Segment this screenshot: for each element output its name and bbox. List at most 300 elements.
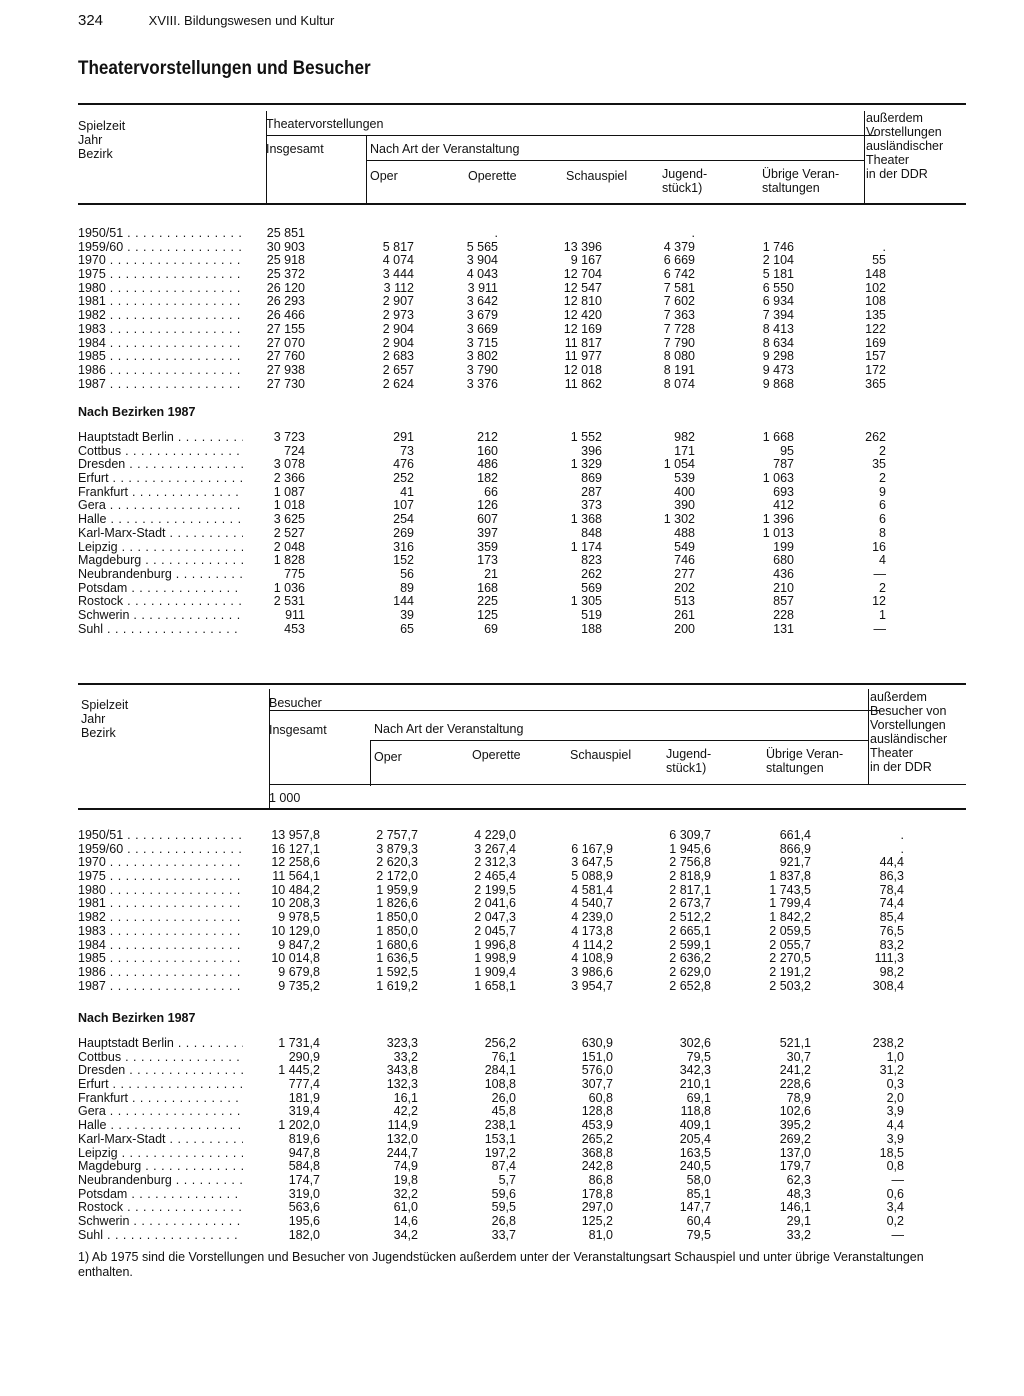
cell-youth: 1 054 <box>663 457 695 472</box>
cell-operetta: 3 790 <box>466 362 498 377</box>
cell-other: 102,6 <box>779 1104 811 1119</box>
cell-youth: 79,5 <box>686 1049 711 1064</box>
year-row <box>78 309 966 323</box>
district-row <box>78 1201 966 1215</box>
cell-foreign: 85,4 <box>879 910 904 925</box>
cell-foreign: 2 <box>879 580 886 595</box>
year-row <box>78 323 966 337</box>
cell-opera: 2 904 <box>382 335 414 350</box>
cell-play: 368,8 <box>581 1145 613 1160</box>
district-row <box>78 1215 966 1229</box>
cell-foreign: 76,5 <box>879 923 904 938</box>
cell-total: 563,6 <box>288 1200 320 1215</box>
cell-youth: 171 <box>674 443 695 458</box>
row-label: 1950/51 . . . <box>78 829 243 843</box>
cell-total: 27 155 <box>266 321 305 336</box>
cell-foreign: 0,2 <box>886 1213 904 1228</box>
cell-youth: 85,1 <box>686 1186 711 1201</box>
cell-youth: 8 074 <box>663 376 695 391</box>
col-play: Schauspiel <box>570 748 632 762</box>
cell-other: 269,2 <box>779 1131 811 1146</box>
cell-play: 307,7 <box>581 1077 613 1092</box>
cell-operetta: 5,7 <box>498 1172 516 1187</box>
cell-operetta: 168 <box>477 580 498 595</box>
row-label: 1982 . . . <box>78 911 243 925</box>
cell-youth: 8 191 <box>663 362 695 377</box>
cell-youth: 549 <box>674 539 695 554</box>
cell-play: 3 986,6 <box>571 964 613 979</box>
cell-operetta: 153,1 <box>484 1131 516 1146</box>
cell-operetta: 397 <box>477 525 498 540</box>
cell-opera: 2 907 <box>382 294 414 309</box>
cell-foreign: 98,2 <box>879 964 904 979</box>
cell-play: 188 <box>581 621 602 636</box>
cell-opera: 152 <box>393 553 414 568</box>
cell-operetta: 3 267,4 <box>474 841 516 856</box>
cell-total: 26 466 <box>266 308 305 323</box>
cell-play: 453,9 <box>581 1118 613 1133</box>
cell-play: 519 <box>581 607 602 622</box>
cell-youth: . <box>691 226 695 240</box>
total-header: Insgesamt <box>266 142 324 156</box>
cell-foreign: 262 <box>865 430 886 444</box>
cell-operetta: 3 669 <box>466 321 498 336</box>
district-row <box>78 486 966 500</box>
cell-play: 11 977 <box>564 349 602 364</box>
chapter-title: XVIII. Bildungswesen und Kultur <box>148 13 335 28</box>
row-label: 1987 . . . <box>78 378 243 392</box>
row-label: Potsdam . . . <box>78 1188 243 1202</box>
page-number: 324 <box>78 12 104 29</box>
cell-total: 13 957,8 <box>271 828 320 842</box>
cell-total: 584,8 <box>288 1159 320 1174</box>
cell-play: 373 <box>581 498 602 513</box>
cell-opera: 73 <box>400 443 414 458</box>
year-rows <box>78 227 966 391</box>
district-row <box>78 582 966 596</box>
cell-play: 823 <box>581 553 602 568</box>
cell-youth: 2 636,2 <box>669 951 711 966</box>
cell-play: 12 169 <box>563 321 602 336</box>
cell-youth: 7 602 <box>663 294 695 309</box>
cell-operetta: 26,0 <box>491 1090 516 1105</box>
cell-youth: 200 <box>674 621 695 636</box>
performances-table <box>78 103 966 643</box>
cell-operetta: 2 465,4 <box>474 869 516 884</box>
cell-total: 2 527 <box>273 525 305 540</box>
cell-youth: 163,5 <box>679 1145 711 1160</box>
cell-operetta: 26,8 <box>491 1213 516 1228</box>
cell-play: 3 647,5 <box>571 855 613 870</box>
cell-youth: 240,5 <box>679 1159 711 1174</box>
cell-youth: 2 629,0 <box>669 964 711 979</box>
cell-foreign: . <box>900 841 904 856</box>
cell-play: 242,8 <box>581 1159 613 1174</box>
district-row <box>78 1051 966 1065</box>
cell-total: 25 918 <box>266 253 305 268</box>
cell-opera: 132,3 <box>386 1077 418 1092</box>
cell-opera: 32,2 <box>393 1186 418 1201</box>
cell-youth: 7 581 <box>663 280 695 295</box>
cell-total: 10 129,0 <box>271 923 320 938</box>
district-row <box>78 1105 966 1119</box>
cell-other: 30,7 <box>786 1049 811 1064</box>
cell-foreign: 1 <box>879 607 886 622</box>
row-label: Gera . . . <box>78 499 243 513</box>
cell-operetta: 1 658,1 <box>474 978 516 993</box>
cell-play: 4 114,2 <box>572 937 613 952</box>
cell-operetta: 3 802 <box>466 349 498 364</box>
row-label: Schwerin . . . <box>78 609 243 623</box>
cell-play: 297,0 <box>581 1200 613 1215</box>
row-label: 1983 . . . <box>78 925 243 939</box>
cell-youth: 2 652,8 <box>669 978 711 993</box>
cell-opera: 2 757,7 <box>376 828 418 842</box>
cell-operetta: 1 998,9 <box>474 951 516 966</box>
cell-youth: 409,1 <box>679 1118 711 1133</box>
cell-foreign: 74,4 <box>879 896 904 911</box>
district-row <box>78 1119 966 1133</box>
district-row <box>78 623 966 637</box>
cell-other: 1 396 <box>762 512 794 527</box>
cell-operetta: 3 715 <box>466 335 498 350</box>
cell-other: 866,9 <box>779 841 811 856</box>
district-row <box>78 1229 966 1243</box>
year-row <box>78 856 966 870</box>
cell-youth: 1 945,6 <box>669 841 711 856</box>
cell-opera: 291 <box>393 430 414 444</box>
cell-foreign: 4,4 <box>886 1118 904 1133</box>
cell-other: 29,1 <box>786 1213 811 1228</box>
cell-play: 9 167 <box>570 253 602 268</box>
row-label: Karl-Marx-Stadt . . . <box>78 527 243 541</box>
cell-youth: 58,0 <box>686 1172 711 1187</box>
cell-play: 11 862 <box>564 376 602 391</box>
cell-operetta: 2 045,7 <box>474 923 516 938</box>
cell-total: 319,0 <box>288 1186 320 1201</box>
cell-opera: 33,2 <box>393 1049 418 1064</box>
cell-opera: 5 817 <box>382 239 414 254</box>
cell-opera: 2 973 <box>382 308 414 323</box>
row-label: 1980 . . . <box>78 282 243 296</box>
cell-foreign: 3,9 <box>886 1131 904 1146</box>
cell-operetta: 5 565 <box>466 239 498 254</box>
year-row <box>78 282 966 296</box>
cell-youth: 205,4 <box>679 1131 711 1146</box>
cell-opera: 4 074 <box>382 253 414 268</box>
cell-operetta: 59,5 <box>491 1200 516 1215</box>
cell-total: 2 048 <box>273 539 305 554</box>
col-operetta: Operette <box>468 169 517 183</box>
cell-opera: 16,1 <box>393 1090 418 1105</box>
cell-other: 1 013 <box>762 525 794 540</box>
year-row <box>78 378 966 392</box>
district-row <box>78 1147 966 1161</box>
row-label: 1970 . . . <box>78 856 243 870</box>
cell-other: 2 059,5 <box>769 923 811 938</box>
year-row <box>78 980 966 994</box>
cell-total: 26 293 <box>266 294 305 309</box>
type-header: Nach Art der Veranstaltung <box>374 722 524 736</box>
cell-play: 178,8 <box>581 1186 613 1201</box>
cell-youth: 6 742 <box>663 267 695 282</box>
cell-youth: 400 <box>674 484 695 499</box>
cell-foreign: 3,4 <box>886 1200 904 1215</box>
year-row <box>78 337 966 351</box>
cell-play: 1 552 <box>570 430 602 444</box>
cell-operetta: 1 909,4 <box>474 964 516 979</box>
cell-total: 10 014,8 <box>271 951 320 966</box>
year-row <box>78 829 966 843</box>
cell-youth: 2 818,9 <box>669 869 711 884</box>
cell-opera: 19,8 <box>393 1172 418 1187</box>
stub-header: Spielzeit Jahr Bezirk <box>78 119 126 161</box>
cell-play: 848 <box>581 525 602 540</box>
cell-play: 630,9 <box>581 1036 613 1050</box>
cell-operetta: 108,8 <box>484 1077 516 1092</box>
row-label: Halle . . . <box>78 1119 243 1133</box>
row-label: 1985 . . . <box>78 952 243 966</box>
cell-youth: 2 756,8 <box>669 855 711 870</box>
cell-total: 3 723 <box>273 430 305 444</box>
district-row <box>78 541 966 555</box>
cell-total: 1 828 <box>273 553 305 568</box>
cell-foreign: 86,3 <box>879 869 904 884</box>
cell-total: 11 564,1 <box>272 869 320 884</box>
cell-other: 48,3 <box>786 1186 811 1201</box>
cell-opera: 1 619,2 <box>376 978 418 993</box>
cell-youth: 79,5 <box>686 1227 711 1242</box>
cell-other: 9 868 <box>762 376 794 391</box>
cell-youth: 746 <box>674 553 695 568</box>
cell-foreign: 6 <box>879 498 886 513</box>
cell-play: 569 <box>581 580 602 595</box>
row-label: Neubrandenburg . . . <box>78 1174 243 1188</box>
year-row <box>78 952 966 966</box>
cell-foreign: 55 <box>872 253 886 268</box>
cell-opera: 3 879,3 <box>376 841 418 856</box>
cell-other: 2 104 <box>762 253 794 268</box>
cell-operetta: 87,4 <box>491 1159 516 1174</box>
cell-opera: 252 <box>393 471 414 486</box>
section-title: Nach Bezirken 1987 <box>78 1011 196 1025</box>
district-row <box>78 458 966 472</box>
district-row <box>78 431 966 445</box>
cell-other: 1 063 <box>762 471 794 486</box>
cell-total: 453 <box>284 621 305 636</box>
year-row <box>78 966 966 980</box>
cell-total: 1 731,4 <box>278 1036 320 1050</box>
cell-opera: 2 620,3 <box>376 855 418 870</box>
cell-operetta: 197,2 <box>484 1145 516 1160</box>
cell-operetta: 4 043 <box>466 267 498 282</box>
cell-opera: 1 959,9 <box>376 882 418 897</box>
cell-foreign: 365 <box>865 376 886 391</box>
cell-operetta: 2 199,5 <box>474 882 516 897</box>
cell-play: 151,0 <box>581 1049 613 1064</box>
cell-play: 1 329 <box>570 457 602 472</box>
row-label: Frankfurt . . . <box>78 1092 243 1106</box>
cell-foreign: 2 <box>879 471 886 486</box>
row-label: Magdeburg . . . <box>78 554 243 568</box>
row-label: Leipzig . . . <box>78 1147 243 1161</box>
cell-youth: 2 817,1 <box>669 882 711 897</box>
cell-total: 27 070 <box>266 335 305 350</box>
cell-foreign: 102 <box>865 280 886 295</box>
row-label: Halle . . . <box>78 513 243 527</box>
cell-opera: 56 <box>400 566 414 581</box>
row-label: Dresden . . . <box>78 1064 243 1078</box>
cell-operetta: 3 904 <box>466 253 498 268</box>
total-header: Insgesamt <box>269 723 327 737</box>
row-label: 1975 . . . <box>78 268 243 282</box>
cell-opera: 1 636,5 <box>376 951 418 966</box>
row-label: Dresden . . . <box>78 458 243 472</box>
year-row <box>78 884 966 898</box>
cell-total: 30 903 <box>266 239 305 254</box>
cell-opera: 65 <box>400 621 414 636</box>
cell-opera: 476 <box>393 457 414 472</box>
cell-total: 947,8 <box>288 1145 320 1160</box>
cell-total: 9 735,2 <box>278 978 320 993</box>
cell-play: 5 088,9 <box>571 869 613 884</box>
cell-opera: 316 <box>393 539 414 554</box>
cell-operetta: 21 <box>484 566 498 581</box>
row-label: 1985 . . . <box>78 350 243 364</box>
cell-youth: 8 080 <box>663 349 695 364</box>
col-youth: Jugend- stück1) <box>662 167 708 195</box>
cell-total: 9 847,2 <box>278 937 320 952</box>
cell-youth: 2 665,1 <box>669 923 711 938</box>
cell-opera: 107 <box>393 498 414 513</box>
cell-opera: 2 683 <box>382 349 414 364</box>
cell-youth: 210,1 <box>679 1077 711 1092</box>
cell-operetta: 238,1 <box>484 1118 516 1133</box>
cell-opera: 144 <box>393 594 414 609</box>
col-youth: Jugend- stück1) <box>666 747 712 775</box>
district-row <box>78 1092 966 1106</box>
cell-operetta: 3 642 <box>466 294 498 309</box>
cell-play: 265,2 <box>581 1131 613 1146</box>
cell-play: 396 <box>581 443 602 458</box>
cell-operetta: 225 <box>477 594 498 609</box>
cell-total: 9 679,8 <box>278 964 320 979</box>
cell-youth: 7 363 <box>663 308 695 323</box>
stub-header: Spielzeit Jahr Bezirk <box>81 698 129 740</box>
cell-other: 179,7 <box>779 1159 811 1174</box>
district-row <box>78 595 966 609</box>
row-label: Rostock . . . <box>78 595 243 609</box>
cell-opera: 1 826,6 <box>376 896 418 911</box>
cell-opera: 2 657 <box>382 362 414 377</box>
cell-other: 7 394 <box>762 308 794 323</box>
year-row <box>78 227 966 241</box>
cell-total: 1 018 <box>273 498 305 513</box>
cell-total: 1 202,0 <box>278 1118 320 1133</box>
cell-foreign: 1,0 <box>886 1049 904 1064</box>
cell-play: 262 <box>581 566 602 581</box>
cell-other: 2 503,2 <box>769 978 811 993</box>
cell-play: 4 173,8 <box>571 923 613 938</box>
cell-foreign: . <box>882 239 886 254</box>
row-label: Potsdam . . . <box>78 582 243 596</box>
row-label: Cottbus . . . <box>78 1051 243 1065</box>
cell-total: 3 625 <box>273 512 305 527</box>
cell-play: 4 581,4 <box>571 882 613 897</box>
year-row <box>78 843 966 857</box>
cell-operetta: 66 <box>484 484 498 499</box>
cell-foreign: 44,4 <box>879 855 904 870</box>
cell-other: 6 934 <box>762 294 794 309</box>
district-row <box>78 445 966 459</box>
cell-other: 1 799,4 <box>769 896 811 911</box>
cell-youth: 7 790 <box>663 335 695 350</box>
cell-total: 911 <box>285 607 305 622</box>
cell-play: 4 540,7 <box>571 896 613 911</box>
cell-opera: 74,9 <box>393 1159 418 1174</box>
year-row <box>78 897 966 911</box>
row-label: 1981 . . . <box>78 295 243 309</box>
cell-other: 9 473 <box>762 362 794 377</box>
row-label: Karl-Marx-Stadt . . . <box>78 1133 243 1147</box>
row-label: 1983 . . . <box>78 323 243 337</box>
year-row <box>78 364 966 378</box>
type-header: Nach Art der Veranstaltung <box>370 142 520 156</box>
cell-operetta: 486 <box>477 457 498 472</box>
cell-opera: 1 850,0 <box>376 923 418 938</box>
cell-youth: 539 <box>674 471 695 486</box>
row-label: Hauptstadt Berlin . . . <box>78 431 243 445</box>
cell-operetta: . <box>494 226 498 240</box>
cell-other: 1 743,5 <box>769 882 811 897</box>
cell-operetta: 359 <box>477 539 498 554</box>
cell-opera: 2 172,0 <box>376 869 418 884</box>
cell-operetta: 160 <box>477 443 498 458</box>
row-label: Frankfurt . . . <box>78 486 243 500</box>
extra-header: außerdem Besucher von Vorstellungen ausländischer Theater in der DDR <box>870 690 948 774</box>
cell-other: 8 413 <box>762 321 794 336</box>
cell-foreign: 35 <box>872 457 886 472</box>
year-row <box>78 939 966 953</box>
row-label: 1984 . . . <box>78 337 243 351</box>
cell-other: 241,2 <box>779 1063 811 1078</box>
cell-play: 12 704 <box>563 267 602 282</box>
cell-total: 1 445,2 <box>278 1063 320 1078</box>
row-label: Magdeburg . . . <box>78 1160 243 1174</box>
page-title: Theatervorstellungen und Besucher <box>78 58 371 79</box>
cell-total: 27 760 <box>266 349 305 364</box>
cell-play: 4 239,0 <box>571 910 613 925</box>
cell-opera: 343,8 <box>386 1063 418 1078</box>
cell-total: 181,9 <box>288 1090 320 1105</box>
year-row <box>78 911 966 925</box>
cell-opera: 39 <box>400 607 414 622</box>
cell-youth: 6 669 <box>663 253 695 268</box>
section-title: Nach Bezirken 1987 <box>78 405 196 419</box>
district-row <box>78 527 966 541</box>
cell-other: 6 550 <box>762 280 794 295</box>
cell-other: 521,1 <box>779 1036 811 1050</box>
cell-youth: 7 728 <box>663 321 695 336</box>
row-label: 1984 . . . <box>78 939 243 953</box>
col-other: Übrige Veran- staltungen <box>762 167 840 195</box>
cell-opera: 114,9 <box>387 1118 418 1133</box>
cell-foreign: 111,3 <box>874 951 904 966</box>
row-label: Cottbus . . . <box>78 445 243 459</box>
cell-operetta: 59,6 <box>491 1186 516 1201</box>
cell-other: 436 <box>773 566 794 581</box>
cell-play: 11 817 <box>564 335 602 350</box>
